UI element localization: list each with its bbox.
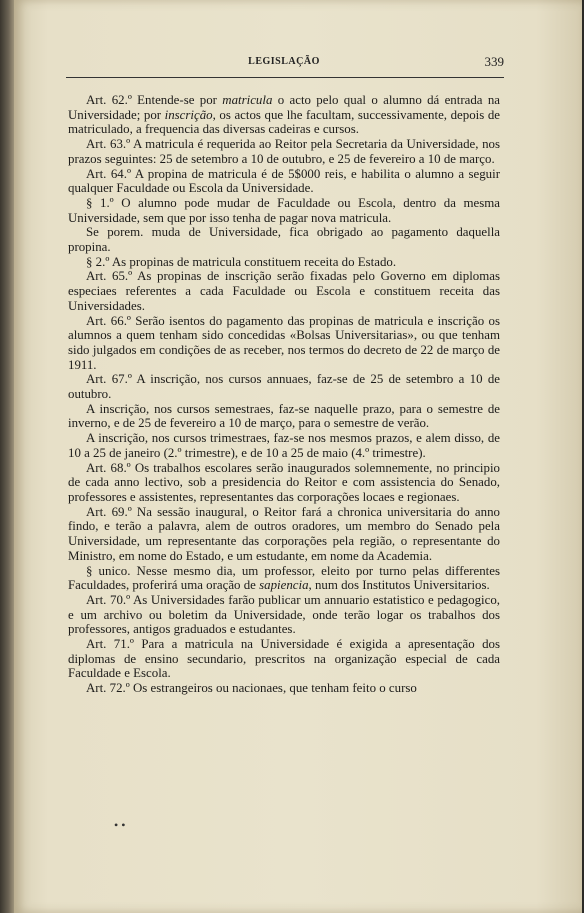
paragraph-art-67-semestral: A inscrição, nos cursos semestraes, faz-se naquelle prazo, para o semestre de inverno, e de 25 de fevereiro a 10 de março, para o semestre de verão. xyxy=(68,401,500,431)
page-number: 339 xyxy=(484,54,504,69)
paragraph-art-63: Art. 63.º A matricula é requerida ao Reitor pela Secretaria da Universidade, nos prazos seguintes: 25 de setembro a 10 de outubro, e 25 de fevereiro a 10 de março. xyxy=(68,137,500,166)
paragraph-art-67-trimestral: A inscrição, nos cursos trimestraes, faz-se nos mesmos prazos, e alem disso, de 10 a 25 de janeiro (2.º trimestre), e de 10 a 25 de maio (4.º trimestre). xyxy=(68,431,500,460)
paragraph-art-64-s1-cont: Se porem. muda de Universidade, fica obrigado ao pagamento daquella propina. xyxy=(68,225,500,255)
running-header xyxy=(66,56,502,70)
paragraph-art-64-s2: § 2.º As propinas de matricula constituem receita do Estado. xyxy=(86,254,397,269)
page-body xyxy=(68,93,500,696)
paragraph-art-70: Art. 70.º As Universidades farão publicar um annuario estatistico e pedagogico, e um archivo ou boletim da Universidade, onde terão logar os trabalhos dos professores, antigos graduados e estudantes. xyxy=(68,592,500,637)
paragraph-art-65: Art. 65.º As propinas de inscrição serão fixadas pelo Governo em diplomas especiaes referentes a cada Faculdade ou Escola e constituem receita das Universidades. xyxy=(68,269,500,313)
paragraph-art-69-unico: § unico. Nesse mesmo dia, um professor, eleito por turno pelas differentes Faculdades, proferirá uma oração de sapiencia, num dos Institutos Universitarios. xyxy=(68,563,500,593)
paragraph-art-64: Art. 64.º A propina de matricula é de 5$000 reis, e habilita o alumno a seguir qualquer Faculdade ou Escola da Universidade. xyxy=(68,166,500,196)
paragraph-art-64-s1: § 1.º O alumno pode mudar de Faculdade ou Escola, dentro da mesma Universidade, sem que por isso tenha de pagar nova matricula. xyxy=(68,195,500,225)
header-title: LEGISLAÇÃO xyxy=(248,56,320,67)
header-rule xyxy=(66,77,504,78)
paragraph-art-66: Art. 66.º Serão isentos do pagamento das propinas de matricula e inscrição os alumnos a quem tenham sido concedidas «Bolsas Universitarias», ou que tenham sido julgados em condições de as receber, nos termos do decreto de 22 de março de 1911. xyxy=(68,313,500,372)
paragraph-art-68: Art. 68.º Os trabalhos escolares serão inaugurados solemnemente, no principio de cada anno lectivo, sob a presidencia do Reitor e com assistencia do Senado, professores e assistentes, representantes das corporações locaes e regionaes. xyxy=(68,460,500,504)
footer-mark: • • xyxy=(114,818,126,832)
paragraph-art-71: Art. 71.º Para a matricula na Universidade é exigida a apresentação dos diplomas de ensino secundario, prescritos na organização especial de cada Faculdade e Escola. xyxy=(68,637,500,681)
paragraph-art-62: Art. 62.º Entende-se por matricula o acto pelo qual o alumno dá entrada na Universidade; por inscrição, os actos que lhe facultam, successivamente, depois de matriculado, a frequencia das diversas cadeiras e cursos. xyxy=(68,93,501,137)
paragraph-art-69: Art. 69.º Na sessão inaugural, o Reitor fará a chronica universitaria do anno findo, e terão a palavra, alem de outros oradores, um membro do Senado pela Universidade, um representante das corporações pela região, o representante do Ministro, em nome do Estado, e um estudante, em nome da Academia. xyxy=(68,504,500,563)
paragraph-art-72: Art. 72.º Os estrangeiros ou nacionaes, que tenham feito o curso xyxy=(86,681,417,696)
paragraph-art-67: Art. 67.º A inscrição, nos cursos annuaes, faz-se de 25 de setembro a 10 de outubro. xyxy=(68,372,500,402)
book-binding xyxy=(0,0,14,913)
